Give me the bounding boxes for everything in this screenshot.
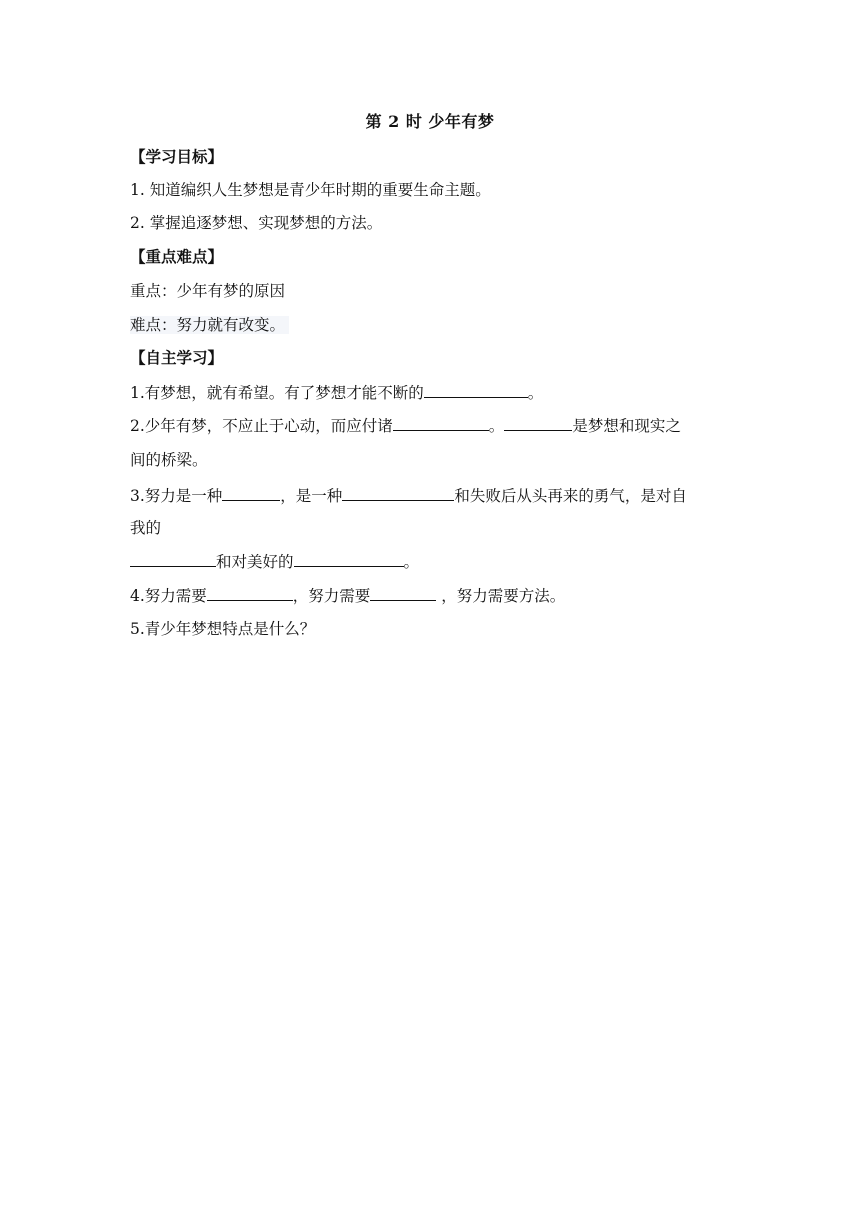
question-1-end: 。 xyxy=(527,384,544,402)
question-1 xyxy=(130,380,543,405)
question-2-text-2: 是梦想和现实之 xyxy=(572,417,681,435)
question-3-end: 。 xyxy=(403,553,420,571)
difficulty-text: 难点：努力就有改变。 xyxy=(130,316,289,334)
question-5: 5.青少年梦想特点是什么？ xyxy=(130,620,316,638)
question-3-line-3 xyxy=(130,549,419,574)
difficulty-point xyxy=(130,313,289,337)
answer-blank[interactable] xyxy=(130,549,216,567)
answer-blank[interactable] xyxy=(370,583,436,601)
self-study-heading: 【自主学习】 xyxy=(130,348,224,367)
question-2-mid: 。 xyxy=(488,417,505,435)
page-title: 第 2 时 少年有梦 xyxy=(365,112,495,131)
question-4-text: 4.努力需要 xyxy=(130,587,207,605)
answer-blank[interactable] xyxy=(424,380,528,398)
question-2-text: 2.少年有梦，不应止于心动，而应付诸 xyxy=(130,417,393,435)
question-4-text-2: ，努力需要 xyxy=(292,587,371,605)
objective-item-1: 1. 知道编织人生梦想是青少年时期的重要生命主题。 xyxy=(130,181,491,199)
focus-point: 重点：少年有梦的原因 xyxy=(130,282,286,300)
answer-blank[interactable] xyxy=(207,583,293,601)
question-1-text: 1.有梦想，就有希望。有了梦想才能不断的 xyxy=(130,384,424,402)
question-3-text: 3.努力是一种 xyxy=(130,487,223,505)
question-3-text-3: 和失败后从头再来的勇气，是对自 xyxy=(454,487,687,505)
question-2 xyxy=(130,413,681,438)
question-3-text-4: 和对美好的 xyxy=(216,553,294,571)
question-3-continued: 我的 xyxy=(130,519,162,537)
question-2-continued: 间的桥梁。 xyxy=(130,451,208,469)
question-4 xyxy=(130,583,565,608)
key-points-heading: 【重点难点】 xyxy=(130,247,224,266)
answer-blank[interactable] xyxy=(222,483,280,501)
answer-blank[interactable] xyxy=(342,483,454,501)
question-3-text-2: ，是一种 xyxy=(280,487,343,505)
question-4-text-3: ，努力需要方法。 xyxy=(436,587,566,605)
objective-item-2: 2. 掌握追逐梦想、实现梦想的方法。 xyxy=(130,214,383,232)
answer-blank[interactable] xyxy=(393,413,489,431)
objectives-heading: 【学习目标】 xyxy=(130,147,224,166)
answer-blank[interactable] xyxy=(294,549,404,567)
question-3 xyxy=(130,483,687,508)
answer-blank[interactable] xyxy=(504,413,572,431)
